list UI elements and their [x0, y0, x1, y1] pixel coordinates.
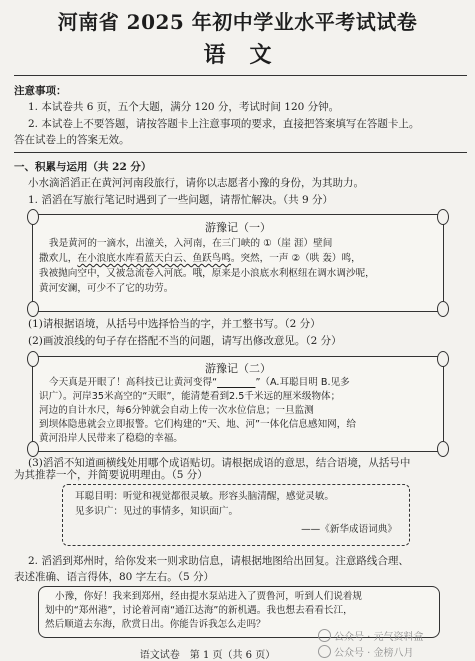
travel-note-2-title: 游豫记（二） [205, 362, 271, 375]
watermark-2: 公众号 · 金榜八月 [318, 644, 414, 659]
notes-item-2-cont: 答在试卷上的答案无效。 [14, 134, 130, 146]
travel-note-1-line-2: 撒欢儿，在小浪底水库看蓝天白云、鱼跃鸟鸣。突然，一声 ②（哄 轰）鸣， [39, 253, 361, 264]
travel-note-2-line-5: 黄河沿岸人民带来了稳稳的幸福。 [39, 433, 183, 444]
page-footer: 语文试卷 第 1 页（共 6 页） [139, 650, 276, 661]
question-2-cont: 表述准确、语言得体，80 字左右。（5 分） [14, 571, 214, 583]
subject-title: 语文 [203, 42, 296, 68]
question-1-2: (2)画波浪线的句子存在搭配不当的问题，请写出修改意见。（2 分） [28, 335, 342, 347]
exam-title: 河南省 2025 年初中学业水平考试试卷 [57, 10, 418, 34]
idiom-definition-2: 见多识广：见过的事情多，知识面广。 [75, 506, 239, 517]
question-1-1: (1)请根据语境，从括号中选择恰当的字，并工整书写。（2 分） [28, 318, 321, 330]
travel-note-1 [32, 214, 444, 312]
message-line-1: 小豫，你好！我来到郑州，经由提水泵站进入了贾鲁河，听到人们说着规 [55, 591, 362, 602]
message-line-3: 然后顺道去东海，欣赏日出。你能告诉我怎么走吗？ [45, 619, 266, 630]
travel-note-1-line-4: 黄河安澜，可少不了它的功劳。 [39, 283, 174, 294]
travel-note-2-line-2: 识广）。河岸35米高空的“天眼”，能清楚看到2.5千米远的厘米级物体； [39, 391, 341, 402]
notes-item-1: 1. 本试卷共 6 页，五个大题，满分 120 分，考试时间 120 分钟。 [28, 101, 340, 113]
notes-heading: 注意事项： [14, 85, 67, 97]
watermark-1: 公众号 · 元气资料盒 [318, 628, 424, 643]
idiom-definition-1: 耳聪目明：听觉和视觉都很灵敏。形容头脑清醒，感觉灵敏。 [75, 491, 335, 502]
section1-heading: 一、积累与运用（共 22 分） [14, 161, 152, 173]
question-1-3: (3)滔滔不知道画横线处用哪个成语贴切。请根据成语的意思，结合语境，从括号中 [28, 457, 411, 469]
section1-intro: 小水滴滔滔正在黄河河南段旅行，请你以志愿者小豫的身份，为其助力。 [28, 177, 364, 189]
notes-item-2: 2. 本试卷上不要答题，请按答题卡上注意事项的要求，直接把答案填写在答题卡上。 [28, 118, 420, 130]
travel-note-2-line-3: 河边的自计水尺，每6分钟就会自动上传一次水位信息；一旦监测 [39, 405, 314, 416]
travel-note-2-line-4: 到坝体隐患就会立即报警。它们构建的“天、地、河”一体化信息感知网，给 [39, 419, 356, 430]
question-1-3-cont: 为其推荐一个，并简要说明理由。（5 分） [14, 469, 208, 481]
question-1: 1. 滔滔在写旅行笔记时遇到了一些问题，请帮忙解决。（共 9 分） [28, 194, 333, 206]
question-2: 2. 滔滔到郑州时，给你发来一则求助信息，请根据地图给出回复。注意路线合理、 [28, 555, 409, 567]
message-line-2: 划中的“郑州港”，讨论着河南“通江达海”的新机遇。我也想去看看长江， [45, 605, 353, 616]
dictionary-source: ——《新华成语词典》 [301, 524, 397, 535]
travel-note-2 [32, 356, 444, 452]
travel-note-1-line-1: 我是黄河的一滴水，出潼关，入河南，在三门峡的 ①（崖 涯）壁间 [49, 238, 333, 249]
blank-underline [217, 377, 255, 388]
travel-note-1-title: 游豫记（一） [205, 221, 271, 234]
travel-note-1-line-3: 我被抛向空中，又被急流卷入河底。哦，原来是小浪底水利枢纽在调水调沙呢， [39, 268, 375, 279]
wechat-icon [318, 629, 331, 642]
travel-note-2-line-1: 今天真是开眼了！高科技已让黄河变得“ ”（A.耳聪目明 B.见多 [49, 377, 350, 388]
title-divider [14, 75, 467, 76]
notes-divider [14, 152, 467, 153]
wavy-underlined-sentence: 在小浪底水库看蓝天白云、鱼跃鸟鸣 [77, 253, 231, 264]
idiom-dictionary-box [62, 484, 410, 546]
